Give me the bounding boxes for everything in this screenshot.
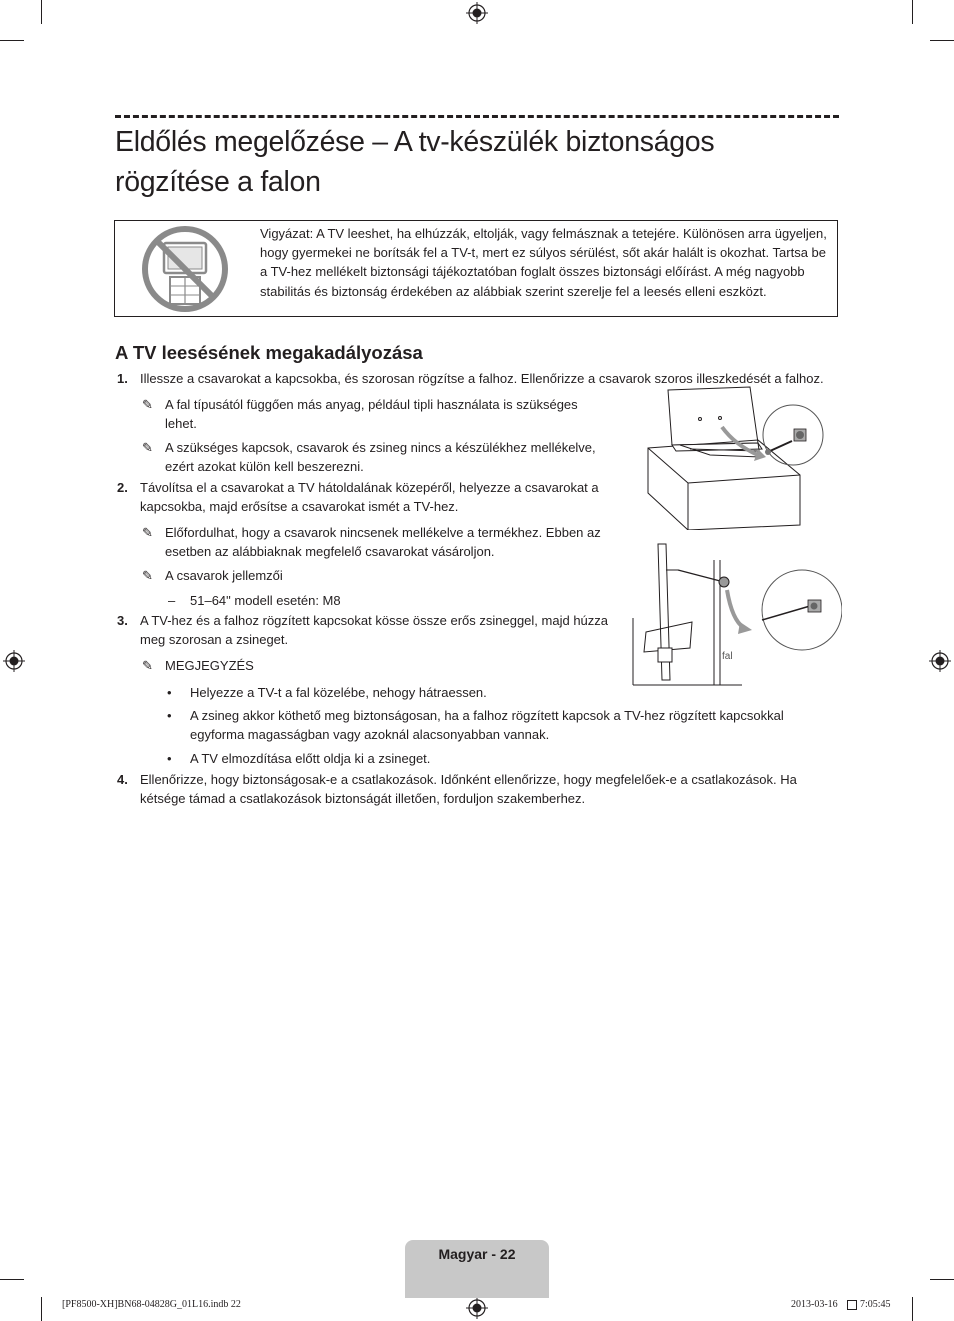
note-text: A fal típusától függően más anyag, például tipli használata is szükséges lehet. [165, 397, 578, 431]
step-text: Távolítsa el a csavarokat a TV hátoldalának közepéről, helyezze a csavarokat a kapcsokba, majd erősítse a csavarokat ismét a TV-hez. [140, 480, 599, 514]
bullet-text: A zsineg akkor köthető meg biztonságosan, ha a falhoz rögzített kapcsok a TV-hez rögzített kapcsokkal egyforma magasságban vagy azoknál alacsonyabban vannak. [190, 708, 784, 742]
footer-filename: [PF8500-XH]BN68-04828G_01L16.indb 22 [62, 1299, 241, 1310]
page-title: Eldőlés megelőzése – A tv-készülék biztonságos rögzítése a falon [115, 126, 715, 198]
note-pencil-icon: ✎ [142, 440, 153, 455]
step-text: Ellenőrizze, hogy biztonságosak-e a csatlakozások. Időnként ellenőrizze, hogy megfelelőek-e a csatlakozások. Ha kétsége támad a csatlakozások biztonságát illetően, forduljon szakemberhez. [140, 772, 797, 806]
registration-mark-icon [3, 650, 25, 672]
registration-mark-icon [929, 650, 951, 672]
warning-box [114, 220, 838, 317]
step-number: 2. [117, 480, 128, 495]
note-text: A csavarok jellemzői [165, 568, 283, 583]
note-pencil-icon: ✎ [142, 658, 153, 673]
page-number: Magyar - 22 [438, 1246, 516, 1262]
bullet-marker: • [167, 685, 172, 700]
dash-marker: – [168, 593, 176, 608]
bullet-text: Helyezze a TV-t a fal közelébe, nehogy hátraessen. [190, 685, 487, 700]
footer-time: 7:05:45 [860, 1299, 891, 1310]
crop-mark [41, 0, 42, 24]
bullet-marker: • [167, 751, 172, 766]
section-heading: A TV leesésének megakadályozása [115, 342, 423, 363]
tv-bracket-illustration [640, 385, 840, 530]
footer-glyph [847, 1300, 857, 1310]
wall-label: fal [722, 651, 733, 662]
note-pencil-icon: ✎ [142, 568, 153, 583]
step-number: 4. [117, 772, 128, 787]
step-number: 3. [117, 613, 128, 628]
note-text: A szükséges kapcsok, csavarok és zsineg nincs a készülékhez mellékelve, ezért azokat külön kell beszerezni. [165, 440, 596, 474]
crop-mark [912, 0, 913, 24]
no-climbing-on-tv-icon [140, 226, 230, 312]
tv-wall-cord-illustration [632, 540, 842, 688]
dash-item-text: 51–64" modell esetén: M8 [190, 593, 341, 608]
crop-mark [0, 1279, 24, 1280]
crop-mark [930, 40, 954, 41]
step-text: A TV-hez és a falhoz rögzített kapcsokat kösse össze erős zsineggel, majd húzza meg szorosan a zsineget. [140, 613, 609, 647]
note-pencil-icon: ✎ [142, 525, 153, 540]
crop-mark [930, 1279, 954, 1280]
footer-date: 2013-03-16 [791, 1299, 838, 1310]
bullet-text: A TV elmozdítása előtt oldja ki a zsineget. [190, 751, 431, 766]
warning-text: Vigyázat: A TV leeshet, ha elhúzzák, eltolják, vagy felmásznak a tetejére. Különösen arra ügyeljen, hogy gyermekei ne borítsák fel a TV-t, mert ez súlyos sérülést, sőt akár halált is okozhat. Tartsa be a TV-hez mellékelt biztonsági tájékoztatóban foglalt összes biztonsági előírást. A még nagyobb stabilitás és biztonság érdekében az alábbiak szerint szerelje fel a leesés elleni eszközt. [260, 226, 827, 299]
bullet-marker: • [167, 708, 172, 723]
note-text: Előfordulhat, hogy a csavarok nincsenek mellékelve a termékhez. Ebben az esetben az alábbiaknak megfelelő csavarokat vásároljon. [165, 525, 601, 559]
title-rule [115, 115, 839, 118]
crop-mark [41, 1297, 42, 1321]
crop-mark [0, 40, 24, 41]
crop-mark [912, 1297, 913, 1321]
registration-mark-icon [466, 1297, 488, 1319]
step-text: Illessze a csavarokat a kapcsokba, és szorosan rögzítse a falhoz. Ellenőrizze a csavarok szoros illeszkedését a falhoz. [140, 371, 824, 386]
step-number: 1. [117, 371, 128, 386]
note-label: MEGJEGYZÉS [165, 658, 254, 673]
note-pencil-icon: ✎ [142, 397, 153, 412]
registration-mark-icon [466, 2, 488, 24]
